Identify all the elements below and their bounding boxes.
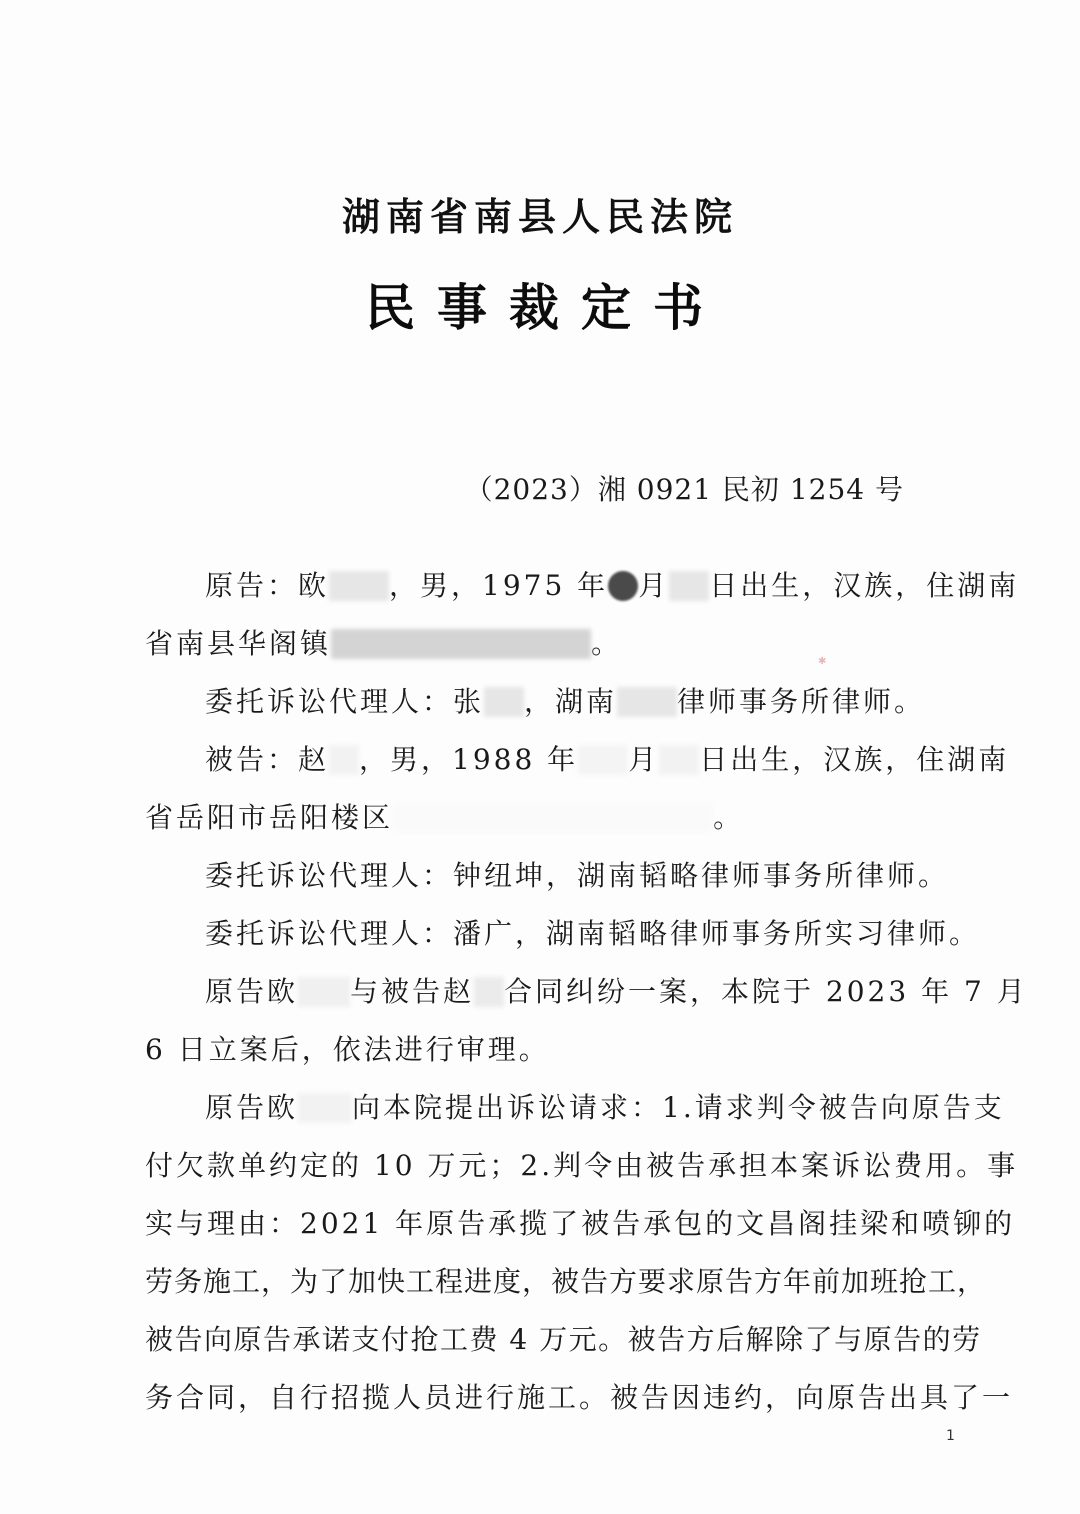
text-segment: 原告欧: [205, 1091, 299, 1124]
redaction-mark: [659, 745, 699, 775]
text-segment: 合同纠纷一案，本院于 2023 年 7 月: [504, 975, 1028, 1008]
claim-line-1: [205, 1090, 1005, 1126]
case-intro-line-1: [205, 974, 1028, 1010]
redaction-mark: [329, 745, 359, 775]
plaintiff-line-2: [145, 626, 622, 662]
text-segment: 原告欧: [205, 975, 299, 1008]
redaction-mark: [608, 571, 638, 601]
claim-line-2: 付欠款单约定的 10 万元；2.判令由被告承担本案诉讼费用。事: [145, 1149, 1019, 1182]
text-segment: 被告：赵: [205, 743, 330, 776]
defendant-line-1: [205, 742, 1009, 778]
redaction-mark: [484, 687, 524, 717]
redaction-mark: [393, 803, 713, 833]
text-segment: 。: [713, 801, 745, 834]
text-segment: ，男，1988 年: [359, 743, 579, 776]
redaction-mark: [298, 977, 350, 1007]
redaction-mark: [578, 745, 628, 775]
redaction-mark: [298, 1093, 352, 1123]
text-segment: 月: [638, 569, 670, 602]
claim-line-3: 实与理由：2021 年原告承揽了被告承包的文昌阁挂梁和喷铆的: [145, 1207, 1016, 1240]
redaction-mark: [329, 571, 389, 601]
defendant-agent-line-2: 委托诉讼代理人：潘广，湖南韬略律师事务所实习律师。: [205, 917, 981, 950]
plaintiff-agent-line: [205, 684, 925, 720]
redaction-mark: [331, 629, 591, 659]
text-segment: 律师事务所律师。: [677, 685, 926, 718]
claim-line-5: 被告向原告承诺支付抢工费 4 万元。被告方后解除了与原告的劳: [145, 1323, 982, 1356]
redaction-mark: [669, 571, 709, 601]
claim-line-6: 务合同，自行招揽人员进行施工。被告因违约，向原告出具了一: [145, 1381, 1014, 1414]
text-segment: 月: [628, 743, 660, 776]
case-number: （2023）湘 0921 民初 1254 号: [464, 473, 904, 506]
text-segment: 向本院提出诉讼请求：1.请求判令被告向原告支: [352, 1091, 1005, 1124]
redaction-mark: [617, 687, 677, 717]
text-segment: 日出生，汉族，住湖南: [699, 743, 1010, 776]
text-segment: 省岳阳市岳阳楼区: [145, 801, 394, 834]
redaction-mark: [474, 977, 504, 1007]
text-segment: 原告：欧: [205, 569, 330, 602]
stamp-fragment-icon: ✱: [818, 656, 827, 667]
text-segment: 委托诉讼代理人：张: [205, 685, 485, 718]
defendant-line-2: [145, 800, 744, 836]
document-type-title: 民事裁定书: [365, 278, 725, 337]
defendant-agent-line-1: 委托诉讼代理人：钟纽坤，湖南韬略律师事务所律师。: [205, 859, 950, 892]
text-segment: 。: [591, 627, 623, 660]
text-segment: ，湖南: [524, 685, 618, 718]
text-segment: 省南县华阁镇: [145, 627, 332, 660]
text-segment: ，男，1975 年: [389, 569, 609, 602]
text-segment: 日出生，汉族，住湖南: [709, 569, 1020, 602]
plaintiff-line-1: [205, 568, 1019, 604]
text-segment: 与被告赵: [350, 975, 475, 1008]
court-name: 湖南省南县人民法院: [341, 194, 738, 239]
page-number: 1: [946, 1428, 955, 1444]
claim-line-4: 劳务施工，为了加快工程进度，被告方要求原告方年前加班抢工，: [145, 1265, 987, 1298]
case-intro-line-2: 6 日立案后，依法进行审理。: [145, 1033, 550, 1066]
